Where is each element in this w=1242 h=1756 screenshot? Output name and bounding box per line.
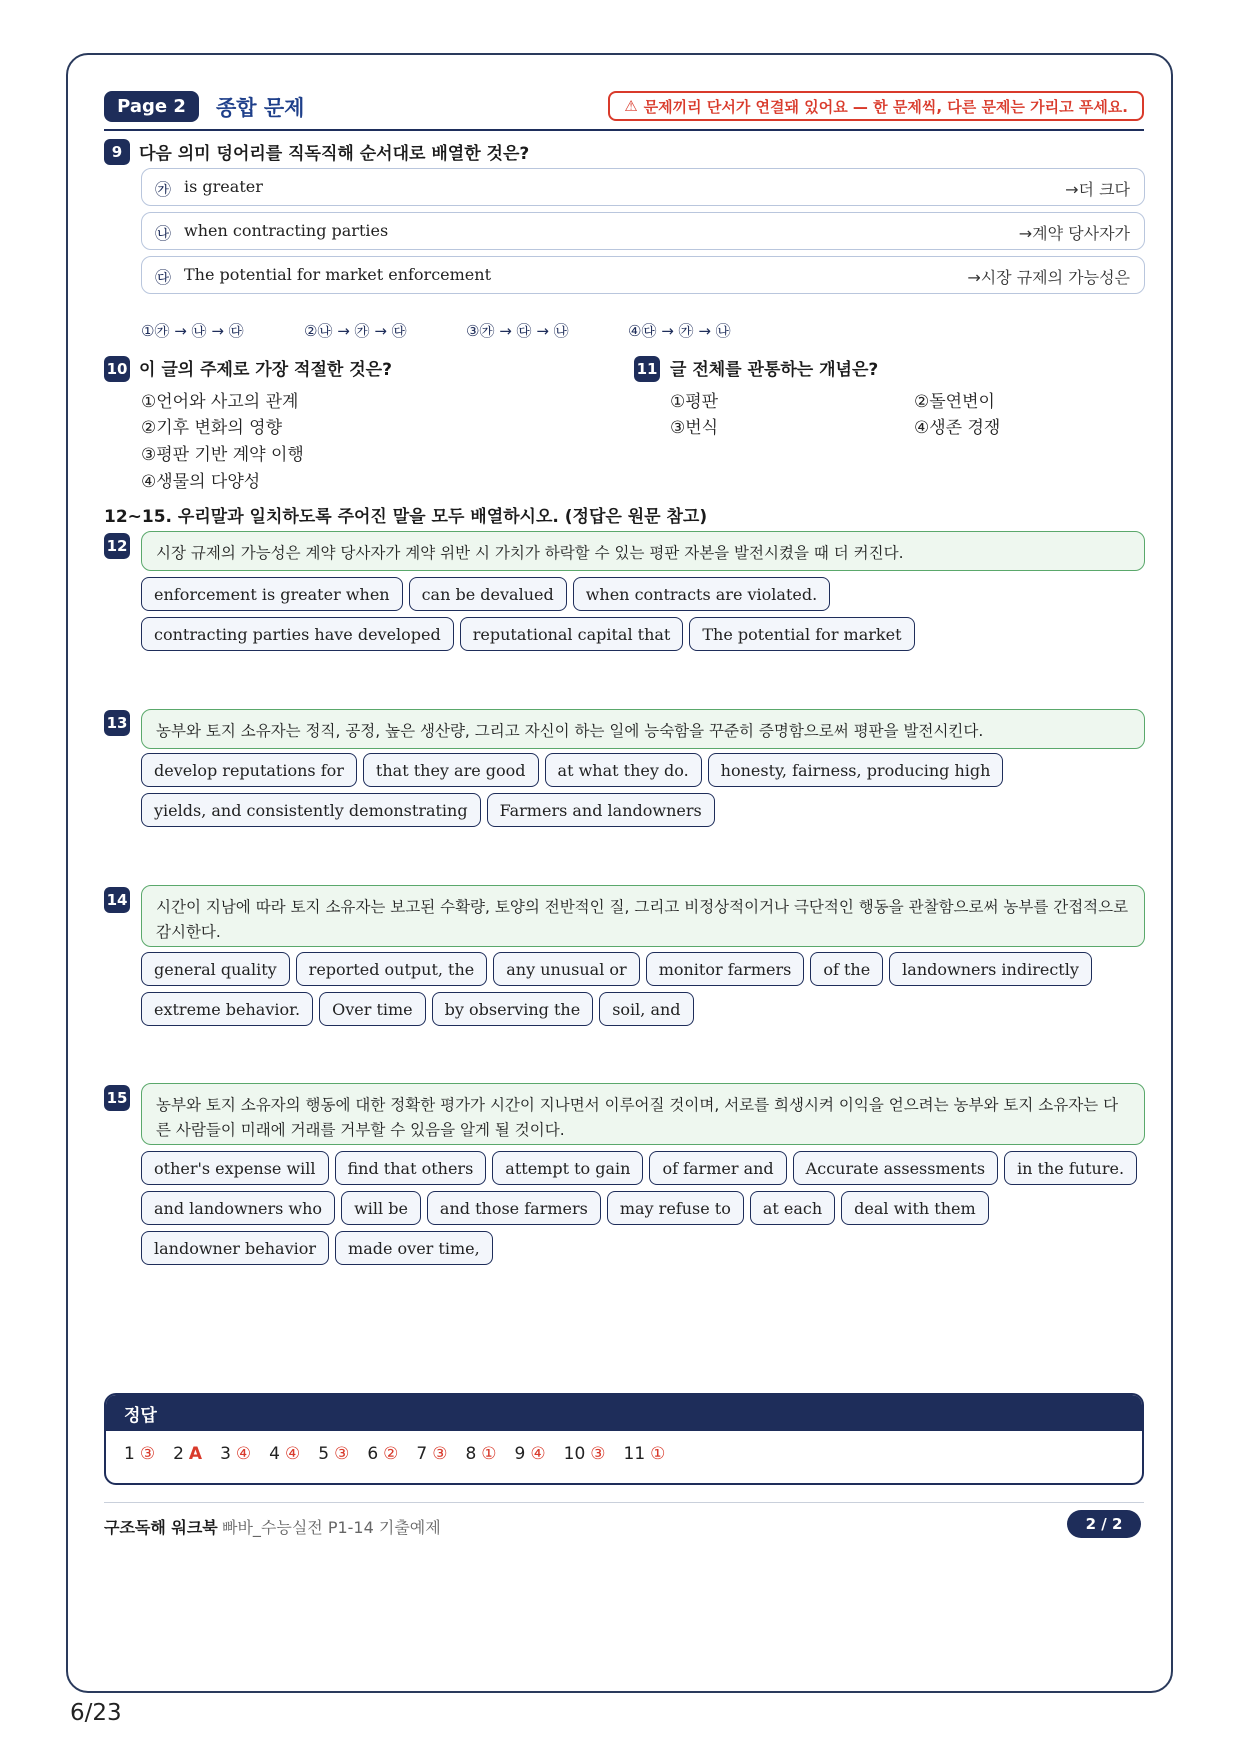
answer-key-box [104,1393,1144,1485]
word-tile[interactable]: monitor farmers [646,952,805,986]
q10-option-1[interactable]: ①언어와 사고의 관계 [141,392,299,412]
chunk-korean: →시장 규제의 가능성은 [967,268,1130,287]
chunk-item [141,256,1145,294]
answer-item: 4 ④ [269,1444,301,1464]
word-tile[interactable]: by observing the [432,992,594,1026]
q11-option-2[interactable]: ②돌연변이 [914,392,995,412]
chunk-item [141,212,1145,250]
document-page-counter: 6/23 [70,1700,122,1726]
korean-sentence-box: 시간이 지남에 따라 토지 소유자는 보고된 수확량, 토양의 전반적인 질, 그리고 비정상적이거나 극단적인 행동을 관찰함으로써 농부를 간접적으로 감시한다. [141,885,1145,947]
word-tile[interactable]: extreme behavior. [141,992,313,1026]
question-number-11: 11 [634,356,660,382]
word-tile[interactable]: Over time [319,992,426,1026]
word-tile[interactable]: that they are good [363,753,539,787]
q11-option-4[interactable]: ④생존 경쟁 [914,418,1001,438]
answer-key-title: 정답 [106,1395,1142,1431]
answer-item: 6 ② [367,1444,399,1464]
q9-option-1[interactable]: ①㉮ → ㉯ → ㉰ [141,322,244,340]
word-tile[interactable]: will be [341,1191,421,1225]
word-tile[interactable]: can be devalued [409,577,567,611]
answer-key-list [106,1431,1142,1464]
word-tile[interactable]: reported output, the [296,952,488,986]
chunk-korean: →계약 당사자가 [1018,224,1130,243]
chunk-symbol: ㉰ [155,268,172,287]
word-tile[interactable]: any unusual or [493,952,639,986]
q10-option-3[interactable]: ③평판 기반 계약 이행 [141,445,304,465]
word-tile[interactable]: The potential for market [689,617,914,651]
footer-subtitle: 빠바_수능실전 P1-14 기출예제 [222,1518,441,1537]
word-tiles-15 [141,1151,1145,1265]
q10-option-4[interactable]: ④생물의 다양성 [141,472,261,492]
question-11-text: 글 전체를 관통하는 개념은? [670,360,879,380]
page-header [104,91,1144,131]
word-tiles-12 [141,577,1145,651]
footer-divider [104,1502,1144,1503]
q11-option-3[interactable]: ③번식 [670,418,719,438]
q10-option-2[interactable]: ②기후 변화의 영향 [141,418,283,438]
word-tile[interactable]: develop reputations for [141,753,357,787]
chunk-english: when contracting parties [184,221,389,240]
word-tile[interactable]: and landowners who [141,1191,335,1225]
q9-option-2[interactable]: ②㉯ → ㉮ → ㉰ [304,322,407,340]
q11-option-1[interactable]: ①평판 [670,392,719,412]
korean-sentence-box: 농부와 토지 소유자는 정직, 공정, 높은 생산량, 그리고 자신이 하는 일에 능숙함을 꾸준히 증명함으로써 평판을 발전시킨다. [141,709,1145,749]
question-number-15: 15 [104,1085,130,1111]
chunk-korean: →더 크다 [1065,180,1130,199]
word-tile[interactable]: made over time, [335,1231,493,1265]
word-tile[interactable]: honesty, fairness, producing high [708,753,1004,787]
word-tile[interactable]: other's expense will [141,1151,329,1185]
section-title: 12~15. 우리말과 일치하도록 주어진 말을 모두 배열하시오. (정답은 원문 참고) [104,507,708,527]
answer-item: 10 ③ [563,1444,606,1464]
chunk-symbol: ㉯ [155,224,172,243]
word-tile[interactable]: contracting parties have developed [141,617,454,651]
word-tiles-13 [141,753,1145,827]
page-title: 종합 문제 [216,96,305,120]
q9-option-3[interactable]: ③㉮ → ㉰ → ㉯ [466,322,569,340]
answer-item: 7 ③ [416,1444,448,1464]
footer-page-badge: 2 / 2 [1067,1510,1141,1538]
korean-sentence-box: 시장 규제의 가능성은 계약 당사자가 계약 위반 시 가치가 하락할 수 있는 평판 자본을 발전시켰을 때 더 커진다. [141,531,1145,571]
answer-item: 2 A [173,1444,203,1464]
word-tile[interactable]: of the [810,952,883,986]
chunk-english: The potential for market enforcement [184,265,492,284]
word-tile[interactable]: yields, and consistently demonstrating [141,793,481,827]
word-tile[interactable]: find that others [335,1151,487,1185]
answer-item: 5 ③ [318,1444,350,1464]
word-tile[interactable]: Accurate assessments [793,1151,998,1185]
word-tile[interactable]: deal with them [841,1191,988,1225]
word-tile[interactable]: landowners indirectly [889,952,1092,986]
question-number-14: 14 [104,887,130,913]
q9-option-4[interactable]: ④㉰ → ㉮ → ㉯ [628,322,731,340]
word-tile[interactable]: attempt to gain [492,1151,643,1185]
question-number-9: 9 [104,139,130,165]
answer-item: 3 ④ [220,1444,252,1464]
question-9-text: 다음 의미 덩어리를 직독직해 순서대로 배열한 것은? [139,144,530,164]
word-tile[interactable]: landowner behavior [141,1231,329,1265]
word-tiles-14 [141,952,1145,1026]
chunk-symbol: ㉮ [155,180,172,199]
word-tile[interactable]: general quality [141,952,290,986]
word-tile[interactable]: of farmer and [649,1151,786,1185]
word-tile[interactable]: soil, and [599,992,693,1026]
word-tile[interactable]: enforcement is greater when [141,577,403,611]
answer-item: 8 ① [465,1444,497,1464]
word-tile[interactable]: reputational capital that [460,617,684,651]
warning-banner [608,91,1144,121]
chunk-item [141,168,1145,206]
answer-item: 9 ④ [514,1444,546,1464]
page-badge: Page 2 [104,91,199,122]
question-number-10: 10 [104,356,130,382]
worksheet-page [66,53,1173,1693]
word-tile[interactable]: in the future. [1004,1151,1137,1185]
warning-icon: ⚠ [624,97,638,115]
word-tile[interactable]: and those farmers [427,1191,601,1225]
warning-text: 문제끼리 단서가 연결돼 있어요 — 한 문제씩, 다른 문제는 가리고 푸세요. [643,97,1128,116]
chunk-english: is greater [184,177,263,196]
question-number-13: 13 [104,710,130,736]
word-tile[interactable]: Farmers and landowners [487,793,715,827]
word-tile[interactable]: may refuse to [607,1191,744,1225]
footer-brand: 구조독해 워크북 [104,1518,218,1537]
question-number-12: 12 [104,533,130,559]
word-tile[interactable]: when contracts are violated. [573,577,830,611]
answer-item: 1 ③ [124,1444,156,1464]
korean-sentence-box: 농부와 토지 소유자의 행동에 대한 정확한 평가가 시간이 지나면서 이루어질 것이며, 서로를 희생시켜 이익을 얻으려는 농부와 토지 소유자는 다른 사람들이 미래에 거래를 거부할 수 있음을 알게 될 것이다. [141,1083,1145,1145]
question-10-text: 이 글의 주제로 가장 적절한 것은? [139,360,392,380]
word-tile[interactable]: at each [750,1191,835,1225]
word-tile[interactable]: at what they do. [545,753,702,787]
answer-item: 11 ① [623,1444,666,1464]
